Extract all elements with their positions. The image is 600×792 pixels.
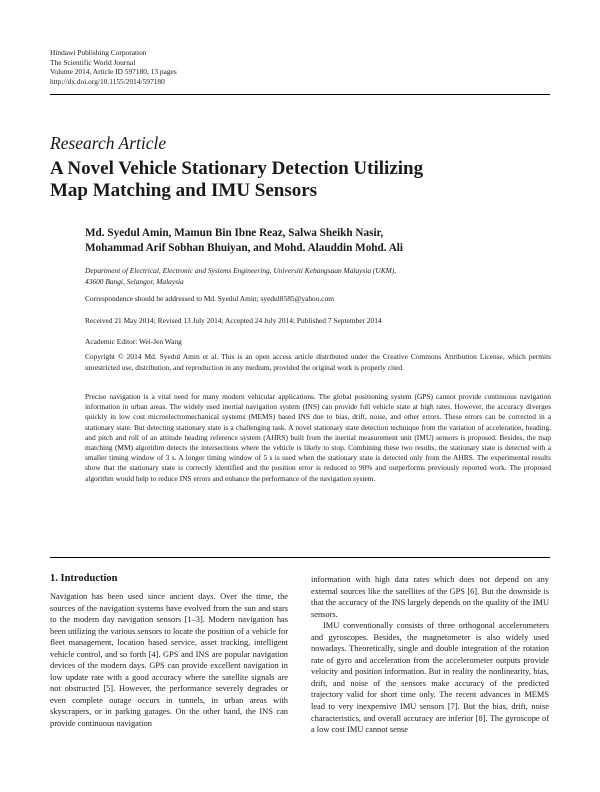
title-line-2: Map Matching and IMU Sensors	[50, 180, 318, 201]
intro-paragraph-1-continued: information with high data rates which does not depend on any external sources like the satellites of the GPS [6]. But the downside is that the accuracy of the INS largely depends on the quality of the IMU sensors.	[311, 575, 549, 619]
academic-editor: Academic Editor: Wei-Jen Wang	[85, 337, 182, 346]
authors-line-2: Mohammad Arif Sobhan Bhuiyan, and Mohd. Alauddin Mohd. Ali	[85, 242, 404, 254]
volume-info: Volume 2014, Article ID 597180, 13 pages	[50, 67, 177, 77]
journal-header	[50, 48, 177, 86]
affiliation-line-2: 43600 Bangi, Selangor, Malaysia	[85, 276, 184, 286]
publication-dates: Received 21 May 2014; Revised 13 July 2014; Accepted 24 July 2014; Published 7 September 2014	[85, 316, 382, 325]
abstract: Precise navigation is a vital need for many modern vehicular applications. The global positioning system (GPS) cannot provide continuous navigation information in urban areas. The widely used inertial navigation system (INS) can provide full vehicle state at high rates. However, the accuracy diverges quickly in low cost microelectromechanical systems (MEMS) based INS due to bias, drift, noise, and other errors. These errors can be corrected in a stationary state. But detecting stationary state is a challenging task. A novel stationary state detection technique from the variation of acceleration, heading, and pitch and roll of an attitude heading reference system (AHRS) built from the inertial measurement unit (IMU) sensors is proposed. Besides, the map matching (MM) algorithm detects the intersections where the vehicle is likely to stop. Combining these two results, the stationary state is detected with a smaller timing window of 3 s. A longer timing window of 5 s is used when the stationary state is detected only from the AHRS. The experimental results show that the stationary state is correctly identified and the position error is reduced to 90% and outperforms previously reported work. The proposed algorithm would help to reduce INS errors and enhance the performance of the navigation system.	[85, 392, 551, 483]
journal-name: The Scientific World Journal	[50, 57, 136, 67]
abstract-divider	[50, 557, 550, 558]
header-divider	[50, 94, 550, 95]
article-type: Research Article	[50, 133, 167, 153]
affiliation-line-1: Department of Electrical, Electronic and Systems Engineering, Universiti Kebangsaan Malaysia (UKM),	[85, 266, 397, 275]
intro-paragraph-2: IMU conventionally consists of three orthogonal accelerometers and gyroscopes. Besides, the magnetometer is also widely used nowadays. Theoretically, single and double integration of the rotation rate of gyro and acceleration from the accelerometer outputs provide velocity and position information. But in reality the nonlinearity, bias, drift, and noise of the sensors make accuracy of the predicted trajectory valid for short time only. The recent advances in MEMS lead to very inexpensive IMU sensors [7]. But the bias, drift, noise characteristics, and overall accuracy are inferior [8]. The gyroscope of a low cost IMU cannot sense	[311, 621, 549, 735]
author-list	[85, 226, 551, 256]
affiliation	[85, 266, 551, 287]
authors-line-1: Md. Syedul Amin, Mamun Bin Ibne Reaz, Salwa Sheikh Nasir,	[85, 227, 384, 239]
title-line-1: A Novel Vehicle Stationary Detection Utilizing	[50, 158, 424, 179]
left-column	[50, 591, 288, 730]
right-column	[311, 574, 549, 736]
paper-title	[50, 158, 570, 202]
intro-paragraph-1: Navigation has been used since ancient days. Over the time, the sources of the navigation systems have evolved from the sun and stars to the modern day navigation sensors [1–3]. Modern navigation has been utilizing the various sensors to locate the position of a vehicle for fleet management, location based service, asset tracking, intelligent vehicle control, and so forth [4]. GPS and INS are popular navigation devices of the modern days. GPS can provide excellent navigation in low update rate with a good accuracy where the satellite signals are not obstructed [5]. However, the performance severely degrades or even complete outage occurs in tunnels, in urban areas with skyscrapers, or in parking garages. On the other hand, the INS can provide continuous navigation	[50, 592, 288, 729]
correspondence: Correspondence should be addressed to Md. Syedul Amin; syedul8585@yahoo.com	[85, 294, 335, 303]
copyright-notice: Copyright © 2014 Md. Syedul Amin et al. This is an open access article distributed under the Creative Commons Attribution License, which permits unrestricted use, distribution, and reproduction in any medium, provided the original work is properly cited.	[85, 352, 551, 372]
doi-link[interactable]: http://dx.doi.org/10.1155/2014/597180	[50, 76, 165, 86]
publisher-name: Hindawi Publishing Corporation	[50, 48, 147, 57]
section-heading-introduction: 1. Introduction	[50, 573, 118, 584]
